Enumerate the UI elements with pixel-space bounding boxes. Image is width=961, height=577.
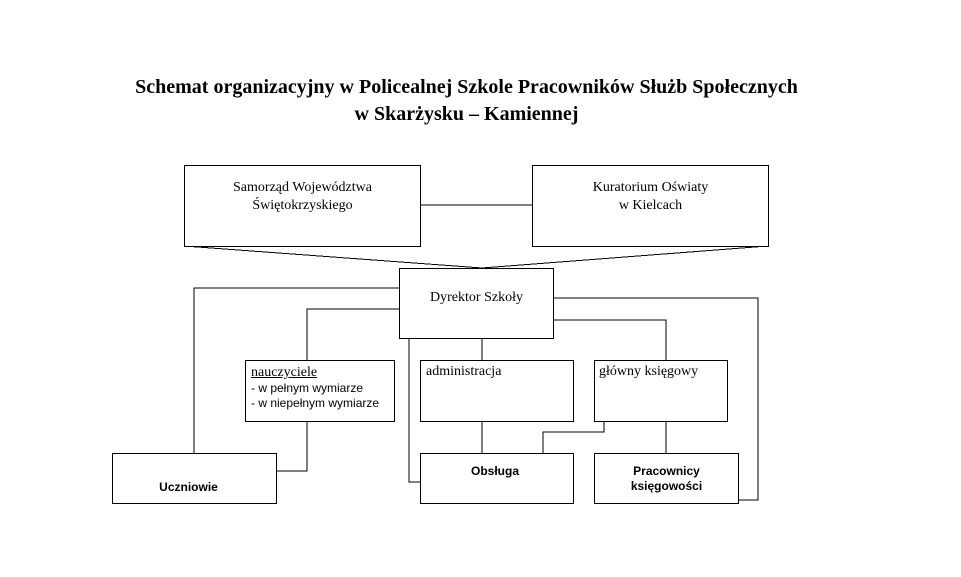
connector-ksiegowy-obsluga — [543, 421, 604, 453]
connector-nauczyciele-uczniowie — [276, 421, 307, 471]
node-nauczyciele-item-1: - w pełnym wymiarze — [251, 381, 364, 395]
connector-dyrektor-ksiegowy — [553, 320, 666, 360]
node-nauczyciele-item-2: - w niepełnym wymiarze — [251, 396, 380, 410]
node-samorzad — [184, 165, 421, 247]
chart-title-line-2: w Skarżysku – Kamiennej — [354, 103, 579, 125]
node-kuratorium-line-1: Kuratorium Oświaty — [592, 180, 709, 195]
node-kuratorium-line-2: w Kielcach — [618, 198, 683, 213]
node-uczniowie — [112, 453, 277, 504]
node-glowny-ksiegowy-label: główny księgowy — [599, 364, 699, 379]
node-uczniowie-label: Uczniowie — [159, 480, 218, 494]
node-samorzad-line-2: Świętokrzyskiego — [252, 198, 353, 213]
node-kuratorium — [532, 165, 769, 247]
node-nauczyciele-heading: nauczyciele — [251, 365, 318, 380]
node-dyrektor-label: Dyrektor Szkoły — [430, 290, 523, 305]
node-administracja — [420, 360, 574, 422]
node-glowny-ksiegowy — [594, 360, 728, 422]
node-pracownicy-line-1: Pracownicy — [633, 464, 700, 478]
node-administracja-label: administracja — [426, 364, 502, 379]
connector-samorzad-dyrektor — [184, 246, 482, 268]
node-nauczyciele — [245, 360, 395, 422]
node-pracownicy-ksiegowosci — [594, 453, 739, 504]
connector-dyrektor-obsluga — [409, 338, 420, 482]
node-samorzad-line-1: Samorząd Województwa — [233, 180, 372, 195]
chart-title-line-1: Schemat organizacyjny w Policealnej Szkole Pracowników Służb Społecznych — [135, 76, 798, 98]
node-obsluga — [420, 453, 574, 504]
node-obsluga-label: Obsługa — [470, 464, 519, 478]
connector-dyrektor-nauczyciele — [307, 309, 399, 360]
node-dyrektor — [399, 268, 554, 339]
connector-kuratorium-dyrektor — [482, 246, 768, 268]
node-pracownicy-line-2: księgowości — [630, 479, 703, 493]
